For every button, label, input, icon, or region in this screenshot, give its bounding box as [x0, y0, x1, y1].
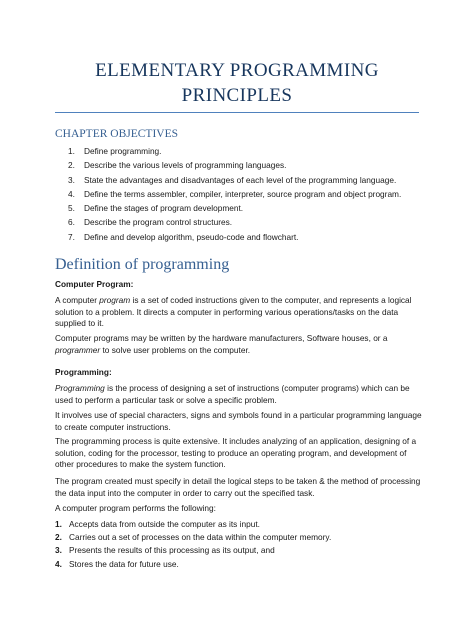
list-text: Accepts data from outside the computer as its input. [69, 519, 260, 529]
objectives-list [68, 144, 401, 244]
list-item [55, 518, 331, 531]
emphasis: program [99, 295, 131, 305]
list-text: Define programming. [84, 146, 162, 156]
title-line-1: ELEMENTARY PROGRAMMING [95, 60, 379, 81]
list-number: 4. [68, 188, 75, 199]
programming-paragraph-5 [55, 503, 427, 515]
list-number: 1. [68, 146, 75, 156]
list-item [68, 173, 401, 187]
section-heading: Definition of programming [55, 256, 230, 273]
list-number: 1. [55, 519, 62, 529]
list-number: 5. [68, 203, 75, 214]
list-text: Stores the data for future use. [69, 558, 179, 569]
list-item [55, 531, 331, 544]
list-text: Describe the program control structures. [84, 217, 233, 228]
list-text: Define the stages of program development. [84, 203, 244, 214]
list-number: 4. [55, 558, 62, 569]
text-run: to solve user problems on the computer. [100, 344, 251, 355]
text-run: Computer programs may be written by the hardware manufacturers, Software houses, or a [55, 333, 388, 343]
subheading: Programming: [55, 367, 112, 377]
list-number: 7. [68, 231, 75, 242]
list-item [68, 230, 401, 244]
programming-paragraph-4 [55, 476, 427, 499]
list-text: Define and develop algorithm, pseudo-code and flowchart. [84, 231, 299, 242]
list-item [68, 144, 401, 158]
text-run: A computer [55, 295, 100, 305]
programming-paragraph-3 [55, 436, 427, 471]
paragraph: It involves use of special characters, signs and symbols found in a particular programming language to create computer instructions. [55, 410, 422, 432]
subheading: Computer Program: [55, 279, 134, 289]
emphasis: programmer [55, 344, 101, 355]
title-line-2: PRINCIPLES [181, 85, 293, 106]
programming-paragraph-2 [55, 410, 427, 433]
program-steps-list [55, 518, 331, 571]
programming-subheading [55, 367, 427, 379]
title-divider [55, 112, 419, 113]
paragraph: A computer program performs the following: [55, 503, 216, 513]
list-number: 2. [55, 532, 62, 543]
list-item [68, 215, 401, 229]
list-number: 3. [55, 545, 62, 556]
list-text: Presents the results of this processing as its output, and [69, 545, 275, 556]
text-run: is the process of designing a set of instructions (computer programs) which can be used to perform a particular task or solve a specific problem. [55, 383, 410, 405]
computer-program-subheading [55, 279, 427, 291]
list-item [68, 201, 401, 215]
list-item [55, 558, 331, 571]
list-number: 6. [68, 217, 75, 228]
list-number: 3. [68, 174, 75, 185]
emphasis: Programming [55, 383, 105, 393]
computer-program-paragraph-1 [55, 295, 427, 330]
list-number: 2. [68, 160, 75, 171]
list-item [55, 544, 331, 557]
list-text: State the advantages and disadvantages of each level of the programming language. [84, 174, 397, 185]
list-text: Carries out a set of processes on the data within the computer memory. [69, 532, 332, 543]
computer-program-paragraph-2 [55, 333, 427, 356]
list-text: Describe the various levels of programming languages. [84, 160, 287, 171]
list-item [68, 187, 401, 201]
text-run: is a set of coded instructions given to the computer, and represents a logical solution to a problem. It directs a computer in performing various operations/tasks on the data supplied to it. [55, 295, 412, 328]
paragraph: The programming process is quite extensive. It includes analyzing of an application, designing of a solution, coding for the processor, testing to produce an operating program, and development of other procedures to make the system function. [55, 436, 417, 469]
list-item [68, 158, 401, 172]
programming-paragraph-1 [55, 383, 427, 406]
list-text: Define the terms assembler, compiler, interpreter, source program and object program. [84, 188, 402, 199]
paragraph: The program created must specify in detail the logical steps to be taken & the method of processing the data input into the computer in order to carry out the specified task. [55, 476, 421, 498]
document-title [0, 58, 474, 108]
objectives-heading: CHAPTER OBJECTIVES [55, 128, 178, 140]
